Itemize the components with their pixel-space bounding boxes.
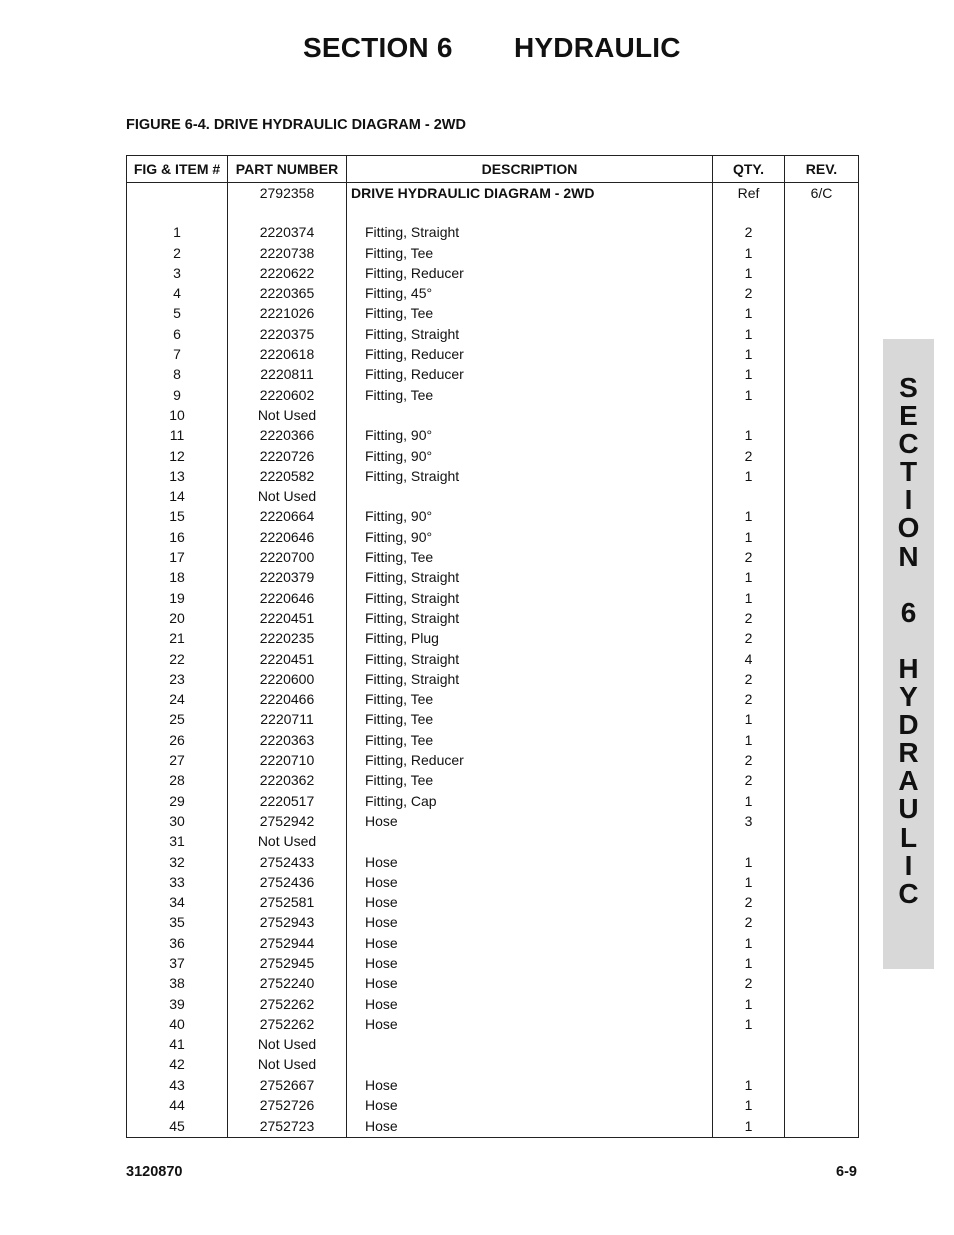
item-cell: 22: [127, 649, 228, 669]
table-row: [127, 1034, 859, 1054]
description-cell: Hose: [347, 912, 713, 932]
part-number-cell: 2220602: [228, 385, 347, 405]
qty-cell: 2: [713, 973, 785, 993]
item-cell: 11: [127, 425, 228, 445]
item-cell: 36: [127, 933, 228, 953]
item-cell: 4: [127, 283, 228, 303]
qty-cell: 1: [713, 567, 785, 587]
table-row: [127, 628, 859, 648]
rev-cell: [785, 283, 859, 303]
table-row: [127, 567, 859, 587]
table-row: [127, 385, 859, 405]
part-number-cell: 2220466: [228, 689, 347, 709]
description-cell: Hose: [347, 852, 713, 872]
part-number-cell: 2220646: [228, 527, 347, 547]
column-header-part-number: PART NUMBER: [228, 156, 347, 183]
table-row: [127, 1095, 859, 1115]
description-cell: Fitting, Straight: [347, 669, 713, 689]
description-cell: Hose: [347, 953, 713, 973]
qty-cell: 2: [713, 608, 785, 628]
qty-cell: 4: [713, 649, 785, 669]
item-cell: 40: [127, 1014, 228, 1034]
qty-cell: 1: [713, 243, 785, 263]
part-number-cell: 2220710: [228, 750, 347, 770]
rev-cell: [785, 852, 859, 872]
description-cell: [347, 1034, 713, 1054]
part-number-cell: 2220375: [228, 324, 347, 344]
part-number-cell: 2220738: [228, 243, 347, 263]
description-cell: Fitting, Straight: [347, 222, 713, 242]
qty-cell: 1: [713, 852, 785, 872]
rev-cell: [785, 1095, 859, 1115]
part-number-cell: 2220363: [228, 730, 347, 750]
description-cell: Fitting, Reducer: [347, 344, 713, 364]
assembly-row: [127, 183, 859, 204]
item-cell: 24: [127, 689, 228, 709]
table-row: [127, 425, 859, 445]
description-cell: Fitting, Tee: [347, 770, 713, 790]
part-number-cell: 2220618: [228, 344, 347, 364]
item-cell: 20: [127, 608, 228, 628]
page-number: 6-9: [836, 1164, 857, 1180]
table-row: [127, 730, 859, 750]
qty-cell: [713, 831, 785, 851]
part-number-cell: 2752667: [228, 1075, 347, 1095]
rev-cell: [785, 892, 859, 912]
description-cell: Hose: [347, 1014, 713, 1034]
table-row: [127, 263, 859, 283]
item-cell: 19: [127, 588, 228, 608]
part-number-cell: 2220726: [228, 446, 347, 466]
rev-cell: [785, 750, 859, 770]
qty-cell: 1: [713, 1095, 785, 1115]
item-cell: 14: [127, 486, 228, 506]
qty-cell: 1: [713, 466, 785, 486]
description-cell: Fitting, Straight: [347, 324, 713, 344]
item-cell: 30: [127, 811, 228, 831]
table-row: [127, 588, 859, 608]
table-row: [127, 527, 859, 547]
description-cell: Hose: [347, 973, 713, 993]
item-cell: 12: [127, 446, 228, 466]
table-row: [127, 973, 859, 993]
description-cell: Fitting, 90°: [347, 446, 713, 466]
table-row: [127, 446, 859, 466]
description-cell: [347, 1054, 713, 1074]
description-cell: Fitting, Reducer: [347, 263, 713, 283]
part-number-cell: 2220700: [228, 547, 347, 567]
qty-cell: 2: [713, 912, 785, 932]
qty-cell: 1: [713, 506, 785, 526]
description-cell: Fitting, Reducer: [347, 364, 713, 384]
part-number-cell: 2220365: [228, 283, 347, 303]
section-number: SECTION 6: [303, 32, 453, 63]
table-row: [127, 933, 859, 953]
description-cell: Fitting, Tee: [347, 385, 713, 405]
part-number-cell: 2220517: [228, 791, 347, 811]
item-cell: 9: [127, 385, 228, 405]
qty-cell: 2: [713, 750, 785, 770]
part-number-cell: Not Used: [228, 1034, 347, 1054]
item-cell: 23: [127, 669, 228, 689]
description-cell: Fitting, 90°: [347, 425, 713, 445]
description-cell: Hose: [347, 892, 713, 912]
table-row: [127, 364, 859, 384]
qty-cell: 1: [713, 791, 785, 811]
item-cell: 44: [127, 1095, 228, 1115]
column-header-rev: REV.: [785, 156, 859, 183]
table-row: [127, 750, 859, 770]
rev-cell: [785, 364, 859, 384]
item-cell: 35: [127, 912, 228, 932]
qty-cell: 2: [713, 222, 785, 242]
item-cell: 3: [127, 263, 228, 283]
rev-cell: [785, 588, 859, 608]
item-cell: 1: [127, 222, 228, 242]
description-cell: DRIVE HYDRAULIC DIAGRAM - 2WD: [347, 183, 713, 204]
part-number-cell: 2752944: [228, 933, 347, 953]
description-cell: Fitting, Tee: [347, 547, 713, 567]
rev-cell: [785, 1115, 859, 1138]
section-header: [0, 30, 954, 70]
table-row: [127, 953, 859, 973]
figure-title: FIGURE 6-4. DRIVE HYDRAULIC DIAGRAM - 2WD: [126, 117, 466, 133]
part-number-cell: Not Used: [228, 831, 347, 851]
part-number-cell: 2752945: [228, 953, 347, 973]
item-cell: 39: [127, 994, 228, 1014]
description-cell: Fitting, Straight: [347, 649, 713, 669]
part-number-cell: 2792358: [228, 183, 347, 204]
table-row: [127, 770, 859, 790]
qty-cell: 1: [713, 730, 785, 750]
rev-cell: [785, 912, 859, 932]
part-number-cell: 2752240: [228, 973, 347, 993]
table-row: [127, 344, 859, 364]
part-number-cell: 2752723: [228, 1115, 347, 1138]
description-cell: Hose: [347, 1095, 713, 1115]
table-row: [127, 852, 859, 872]
part-number-cell: 2220235: [228, 628, 347, 648]
qty-cell: 1: [713, 872, 785, 892]
qty-cell: 1: [713, 953, 785, 973]
description-cell: Fitting, Tee: [347, 730, 713, 750]
table-row: [127, 486, 859, 506]
table-row: [127, 811, 859, 831]
part-number-cell: 2220711: [228, 709, 347, 729]
description-cell: Fitting, 90°: [347, 506, 713, 526]
part-number-cell: Not Used: [228, 405, 347, 425]
section-side-tab: [883, 339, 934, 969]
description-cell: Hose: [347, 811, 713, 831]
item-cell: 21: [127, 628, 228, 648]
item-cell: 16: [127, 527, 228, 547]
part-number-cell: 2220451: [228, 649, 347, 669]
part-number-cell: Not Used: [228, 1054, 347, 1074]
part-number-cell: 2220379: [228, 567, 347, 587]
rev-cell: [785, 1014, 859, 1034]
description-cell: Fitting, Straight: [347, 466, 713, 486]
description-cell: [347, 831, 713, 851]
rev-cell: 6/C: [785, 183, 859, 204]
part-number-cell: 2220664: [228, 506, 347, 526]
part-number-cell: 2220362: [228, 770, 347, 790]
rev-cell: [785, 344, 859, 364]
part-number-cell: 2221026: [228, 303, 347, 323]
item-cell: 2: [127, 243, 228, 263]
qty-cell: 2: [713, 669, 785, 689]
table-row: [127, 243, 859, 263]
item-cell: 38: [127, 973, 228, 993]
part-number-cell: 2752943: [228, 912, 347, 932]
table-row: [127, 303, 859, 323]
section-name: HYDRAULIC: [514, 32, 681, 63]
part-number-cell: 2220366: [228, 425, 347, 445]
description-cell: Fitting, Tee: [347, 243, 713, 263]
item-cell: 6: [127, 324, 228, 344]
doc-number: 3120870: [126, 1164, 183, 1180]
qty-cell: 1: [713, 933, 785, 953]
rev-cell: [785, 608, 859, 628]
table-row: [127, 912, 859, 932]
part-number-cell: 2752436: [228, 872, 347, 892]
rev-cell: [785, 994, 859, 1014]
qty-cell: 1: [713, 385, 785, 405]
item-cell: 18: [127, 567, 228, 587]
item-cell: [127, 183, 228, 204]
rev-cell: [785, 791, 859, 811]
rev-cell: [785, 933, 859, 953]
qty-cell: 2: [713, 689, 785, 709]
item-cell: 17: [127, 547, 228, 567]
rev-cell: [785, 405, 859, 425]
description-cell: [347, 405, 713, 425]
description-cell: Fitting, Tee: [347, 689, 713, 709]
qty-cell: 2: [713, 547, 785, 567]
qty-cell: 1: [713, 994, 785, 1014]
rev-cell: [785, 1054, 859, 1074]
rev-cell: [785, 324, 859, 344]
table-row: [127, 649, 859, 669]
table-row: [127, 1014, 859, 1034]
table-row: [127, 791, 859, 811]
table-row: [127, 405, 859, 425]
item-cell: 32: [127, 852, 228, 872]
part-number-cell: 2220622: [228, 263, 347, 283]
description-cell: Fitting, 90°: [347, 527, 713, 547]
part-number-cell: 2220811: [228, 364, 347, 384]
qty-cell: [713, 405, 785, 425]
part-number-cell: Not Used: [228, 486, 347, 506]
item-cell: 34: [127, 892, 228, 912]
qty-cell: [713, 1034, 785, 1054]
rev-cell: [785, 222, 859, 242]
part-number-cell: 2752262: [228, 994, 347, 1014]
item-cell: 43: [127, 1075, 228, 1095]
rev-cell: [785, 1034, 859, 1054]
table-row: [127, 1054, 859, 1074]
rev-cell: [785, 770, 859, 790]
item-cell: 7: [127, 344, 228, 364]
rev-cell: [785, 973, 859, 993]
qty-cell: 1: [713, 588, 785, 608]
item-cell: 31: [127, 831, 228, 851]
table-row: [127, 608, 859, 628]
item-cell: 26: [127, 730, 228, 750]
item-cell: 45: [127, 1115, 228, 1138]
part-number-cell: 2220582: [228, 466, 347, 486]
table-row: [127, 831, 859, 851]
table-row: [127, 324, 859, 344]
table-row: [127, 872, 859, 892]
description-cell: Fitting, Straight: [347, 588, 713, 608]
table-row: [127, 1115, 859, 1138]
qty-cell: 3: [713, 811, 785, 831]
rev-cell: [785, 567, 859, 587]
column-header-fig-item: FIG & ITEM #: [127, 156, 228, 183]
qty-cell: 2: [713, 770, 785, 790]
description-cell: Fitting, Tee: [347, 303, 713, 323]
part-number-cell: 2752262: [228, 1014, 347, 1034]
item-cell: 37: [127, 953, 228, 973]
qty-cell: 1: [713, 1075, 785, 1095]
description-cell: Hose: [347, 1075, 713, 1095]
table-row: [127, 709, 859, 729]
item-cell: 28: [127, 770, 228, 790]
qty-cell: 2: [713, 892, 785, 912]
description-cell: Fitting, Straight: [347, 567, 713, 587]
qty-cell: 1: [713, 324, 785, 344]
rev-cell: [785, 1075, 859, 1095]
qty-cell: 1: [713, 1115, 785, 1138]
rev-cell: [785, 669, 859, 689]
description-cell: Fitting, Cap: [347, 791, 713, 811]
item-cell: 15: [127, 506, 228, 526]
description-cell: [347, 486, 713, 506]
rev-cell: [785, 953, 859, 973]
part-number-cell: 2752433: [228, 852, 347, 872]
description-cell: Hose: [347, 994, 713, 1014]
part-number-cell: 2752942: [228, 811, 347, 831]
rev-cell: [785, 243, 859, 263]
description-cell: Fitting, Reducer: [347, 750, 713, 770]
qty-cell: Ref: [713, 183, 785, 204]
item-cell: 42: [127, 1054, 228, 1074]
item-cell: 8: [127, 364, 228, 384]
table-row: [127, 547, 859, 567]
rev-cell: [785, 425, 859, 445]
description-cell: Fitting, Tee: [347, 709, 713, 729]
qty-cell: 1: [713, 425, 785, 445]
item-cell: 27: [127, 750, 228, 770]
table-row: [127, 892, 859, 912]
spacer-row: [127, 203, 859, 222]
description-cell: Hose: [347, 872, 713, 892]
column-header-description: DESCRIPTION: [347, 156, 713, 183]
column-header-qty: QTY.: [713, 156, 785, 183]
part-number-cell: 2220646: [228, 588, 347, 608]
rev-cell: [785, 628, 859, 648]
qty-cell: 1: [713, 263, 785, 283]
part-number-cell: 2220451: [228, 608, 347, 628]
description-cell: Fitting, Plug: [347, 628, 713, 648]
qty-cell: 1: [713, 303, 785, 323]
rev-cell: [785, 811, 859, 831]
rev-cell: [785, 527, 859, 547]
part-number-cell: 2752726: [228, 1095, 347, 1115]
qty-cell: 1: [713, 364, 785, 384]
description-cell: Hose: [347, 1115, 713, 1138]
item-cell: 10: [127, 405, 228, 425]
item-cell: 29: [127, 791, 228, 811]
table-row: [127, 669, 859, 689]
rev-cell: [785, 872, 859, 892]
item-cell: 13: [127, 466, 228, 486]
rev-cell: [785, 730, 859, 750]
qty-cell: 1: [713, 344, 785, 364]
qty-cell: 2: [713, 283, 785, 303]
rev-cell: [785, 709, 859, 729]
table-row: [127, 689, 859, 709]
table-header-row: [127, 156, 859, 183]
table-row: [127, 1075, 859, 1095]
rev-cell: [785, 831, 859, 851]
part-number-cell: 2752581: [228, 892, 347, 912]
part-number-cell: 2220600: [228, 669, 347, 689]
rev-cell: [785, 689, 859, 709]
item-cell: 33: [127, 872, 228, 892]
table-row: [127, 283, 859, 303]
rev-cell: [785, 303, 859, 323]
qty-cell: 1: [713, 1014, 785, 1034]
part-number-cell: 2220374: [228, 222, 347, 242]
table-row: [127, 994, 859, 1014]
table-row: [127, 466, 859, 486]
rev-cell: [785, 385, 859, 405]
rev-cell: [785, 446, 859, 466]
item-cell: 25: [127, 709, 228, 729]
qty-cell: 2: [713, 446, 785, 466]
description-cell: Fitting, 45°: [347, 283, 713, 303]
qty-cell: 1: [713, 709, 785, 729]
rev-cell: [785, 547, 859, 567]
table-row: [127, 506, 859, 526]
qty-cell: [713, 1054, 785, 1074]
side-tab-text: S E C T I O N 6 H Y D R A U L I C: [897, 372, 920, 909]
parts-table: [126, 155, 859, 1138]
item-cell: 41: [127, 1034, 228, 1054]
rev-cell: [785, 263, 859, 283]
table-row: [127, 222, 859, 242]
description-cell: Fitting, Straight: [347, 608, 713, 628]
rev-cell: [785, 466, 859, 486]
rev-cell: [785, 486, 859, 506]
qty-cell: 1: [713, 527, 785, 547]
item-cell: 5: [127, 303, 228, 323]
qty-cell: [713, 486, 785, 506]
description-cell: Hose: [347, 933, 713, 953]
rev-cell: [785, 506, 859, 526]
rev-cell: [785, 649, 859, 669]
qty-cell: 2: [713, 628, 785, 648]
